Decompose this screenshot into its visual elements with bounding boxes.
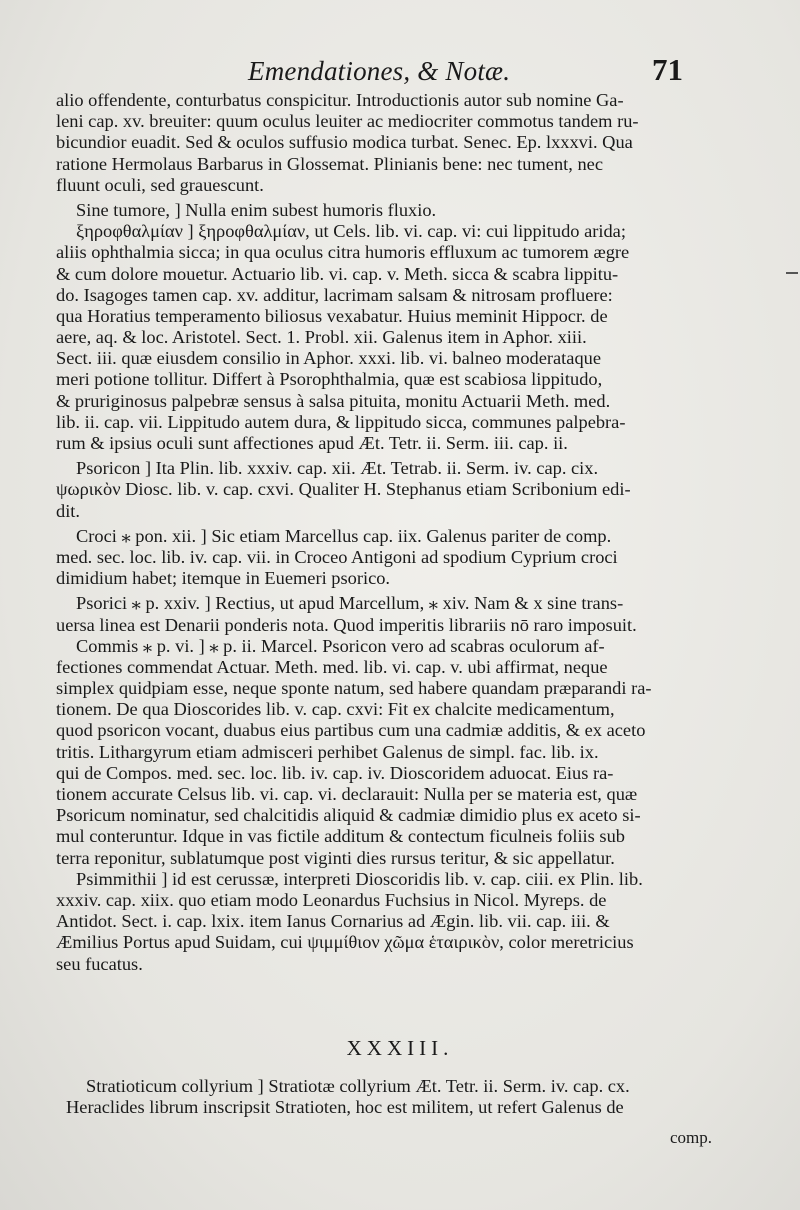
text-line: lib. ii. cap. vii. Lippitudo autem dura, & lippitudo sicca, communes palpebra- <box>56 411 626 432</box>
catchword: comp. <box>670 1128 713 1147</box>
text-line: quod psoricon vocant, duabus eius partibus cum una cadmiæ additis, & ex aceto <box>56 720 646 741</box>
text-line: aliis ophthalmia sicca; in qua oculus citra humoris effluxum ac tumorem ægre <box>56 242 630 263</box>
text-line: uersa linea est Denarii ponderis nota. Quod imperitis librariis nō raro imposuit. <box>56 614 637 635</box>
text-line: Psimmithii ] id est cerussæ, interpreti Dioscoridis lib. v. cap. ciii. ex Plin. lib. <box>76 868 643 889</box>
text-line: Sine tumore, ] Nulla enim subest humoris fluxio. <box>76 199 437 220</box>
text-line: dit. <box>56 500 81 521</box>
text-line: alio offendente, conturbatus conspicitur. Introductionis autor sub nomine Ga- <box>56 90 624 110</box>
text-line: ratione Hermolaus Barbarus in Glossemat. Plinianis bene: nec tument, nec <box>56 153 603 174</box>
text-line: mul conteruntur. Idque in vas fictile additum & contectum ficulneis foliis sub <box>56 826 625 847</box>
section-heading: XXXIII. <box>346 1036 454 1060</box>
text-line: ψωρικὸν Diosc. lib. v. cap. cxvi. Qualiter H. Stephanus etiam Scribonium edi- <box>56 479 631 500</box>
text-line: simplex quidpiam esse, neque sponte natum, sed habere quandam præparandi ra- <box>56 678 652 699</box>
text-line: aere, aq. & loc. Aristotel. Sect. 1. Probl. xii. Galenus item in Aphor. xiii. <box>56 327 587 348</box>
text-line: tionem accurate Celsus lib. vi. cap. vi. declarauit: Nulla per se materia est, quæ <box>56 784 638 804</box>
text-line: tionem. De qua Dioscorides lib. v. cap. cxvi: Fit ex chalcite medicamentum, <box>56 699 615 720</box>
text-line: Heraclides librum inscripsit Stratioten, hoc est militem, ut refert Galenus de <box>66 1097 624 1118</box>
text-line: terra reponitur, sublatumque post viginti dies rursus teritur, & sic appellatur. <box>56 847 615 868</box>
body-text <box>56 90 746 975</box>
text-line: Croci ⁎ pon. xii. ] Sic etiam Marcellus cap. iix. Galenus pariter de comp. <box>76 525 612 546</box>
text-line: rum & ipsius oculi sunt affectiones apud Æt. Tetr. ii. Serm. iii. cap. ii. <box>56 433 568 453</box>
page-number: 71 <box>652 52 683 87</box>
text-line: fluunt oculi, sed grauescunt. <box>56 174 264 195</box>
text-line: leni cap. xv. breuiter: quum oculus leuiter ac mediocriter commotus tandem ru- <box>56 111 639 132</box>
text-line: meri potione tollitur. Differt à Psorophthalmia, quæ est scabiosa lippitudo, <box>56 369 603 390</box>
text-line: Sect. iii. quæ eiusdem consilio in Aphor. xxxi. lib. vi. balneo moderataque <box>56 348 602 369</box>
text-line: do. Isagoges tamen cap. xv. additur, lacrimam salsam & nitrosam profluere: <box>56 284 613 305</box>
text-line: & pruriginosus palpebræ sensus à salsa pituita, monitu Actuarii Meth. med. <box>56 390 611 411</box>
text-line: Æmilius Portus apud Suidam, cui ψιμμίθιον χῶμα ἑταιρικὸν, color meretricius <box>56 932 634 953</box>
running-title: Emendationes, & Notæ. <box>248 56 511 86</box>
text-line: & cum dolore mouetur. Actuario lib. vi. cap. v. Meth. sicca & scabra lippitu- <box>56 263 619 284</box>
text-line: Commis ⁎ p. vi. ] ⁎ p. ii. Marcel. Psoricon vero ad scabras oculorum af- <box>76 635 605 656</box>
text-line: seu fucatus. <box>56 953 143 974</box>
text-line: fectiones commendat Actuar. Meth. med. lib. vi. cap. v. ubi affirmat, neque <box>56 656 608 677</box>
text-line: Psorici ⁎ p. xxiv. ] Rectius, ut apud Marcellum, ⁎ xiv. Nam & x sine trans- <box>76 593 624 614</box>
text-line: Psoricon ] Ita Plin. lib. xxxiv. cap. xii. Æt. Tetrab. ii. Serm. iv. cap. cix. <box>76 458 599 479</box>
margin-mark <box>786 272 798 274</box>
section-text <box>66 1076 746 1118</box>
text-line: dimidium habet; itemque in Euemeri psorico. <box>56 568 391 589</box>
text-line: med. sec. loc. lib. iv. cap. vii. in Croceo Antigoni ad spodium Cyprium croci <box>56 546 618 567</box>
text-line: Antidot. Sect. i. cap. lxix. item Ianus Cornarius ad Ægin. lib. vii. cap. iii. & <box>56 911 610 932</box>
text-line: Psoricum nominatur, sed chalcitidis aliquid & cadmiæ dimidio plus ex aceto si- <box>56 805 641 826</box>
text-line: qua Horatius temperamento biliosus vexabatur. Huius meminit Hippocr. de <box>56 305 608 326</box>
text-line: xxxiv. cap. xiix. quo etiam modo Leonardus Fuchsius in Nicol. Myreps. de <box>56 889 607 910</box>
text-line: ξηροφθαλμίαν ] ξηροφθαλμίαν, ut Cels. lib. vi. cap. vi: cui lippitudo arida; <box>76 221 626 242</box>
text-line: qui de Compos. med. sec. loc. lib. iv. cap. iv. Dioscoridem aduocat. Eius ra- <box>56 762 614 783</box>
page-header <box>0 52 800 92</box>
text-line: Stratioticum collyrium ] Stratiotæ collyrium Æt. Tetr. ii. Serm. iv. cap. cx. <box>86 1076 630 1096</box>
text-line: bicundior euadit. Sed & oculos suffusio modica turbat. Senec. Ep. lxxxvi. Qua <box>56 132 633 153</box>
text-line: tritis. Lithargyrum etiam admisceri perhibet Galenus de simpl. fac. lib. ix. <box>56 741 599 762</box>
